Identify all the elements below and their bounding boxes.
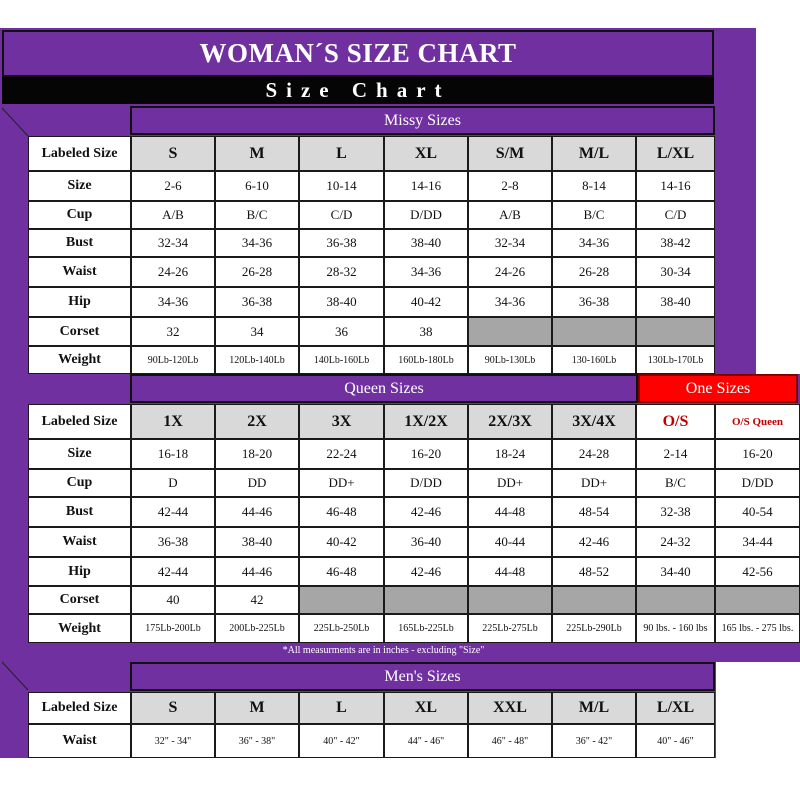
size-value-cell: 38 [384, 317, 468, 346]
size-value-cell: 32-34 [131, 229, 215, 257]
measurement-note: *All measurments are in inches - excluding "Size" [282, 644, 485, 656]
row-label: Labeled Size [28, 692, 131, 724]
size-value-cell: D/DD [384, 469, 468, 497]
size-value-cell: 38-40 [384, 229, 468, 257]
one-size-value-cell: 24-32 [636, 527, 715, 557]
size-value-cell: 2-8 [468, 171, 552, 201]
row-label: Corset [28, 317, 131, 346]
size-value-cell: 120Lb-140Lb [215, 346, 299, 374]
size-value-cell: 90Lb-120Lb [131, 346, 215, 374]
size-header-cell: 2X [215, 404, 299, 439]
row-label: Waist [28, 257, 131, 287]
size-header-cell: 3X [299, 404, 384, 439]
size-value-cell: 40-42 [384, 287, 468, 317]
size-header-cell: M [215, 692, 299, 724]
size-value-cell: 24-26 [468, 257, 552, 287]
size-value-cell: 46" - 48" [468, 724, 552, 758]
row-label: Cup [28, 469, 131, 497]
row-label: Labeled Size [28, 404, 131, 439]
size-value-cell: 18-24 [468, 439, 552, 469]
size-value-cell: 26-28 [552, 257, 636, 287]
size-value-cell: 140Lb-160Lb [299, 346, 384, 374]
size-value-cell: 36-38 [552, 287, 636, 317]
size-value-cell: 42-46 [552, 527, 636, 557]
size-value-cell: 175Lb-200Lb [131, 614, 215, 643]
one-size-value-cell: 16-20 [715, 439, 800, 469]
size-value-cell: 44-46 [215, 557, 299, 586]
size-value-cell: 46-48 [299, 557, 384, 586]
size-value-cell: 34-36 [215, 229, 299, 257]
size-value-cell: 42-46 [384, 557, 468, 586]
size-header-cell: M/L [552, 136, 636, 171]
size-value-cell: DD+ [299, 469, 384, 497]
row-label: Size [28, 439, 131, 469]
size-value-cell [299, 586, 384, 614]
size-value-cell: 225Lb-275Lb [468, 614, 552, 643]
size-value-cell: 42-44 [131, 497, 215, 527]
size-value-cell: 44-46 [215, 497, 299, 527]
row-label: Waist [28, 527, 131, 557]
size-value-cell: 34 [215, 317, 299, 346]
size-value-cell: C/D [636, 201, 715, 229]
size-value-cell: 40-42 [299, 527, 384, 557]
size-value-cell: 40-44 [468, 527, 552, 557]
size-value-cell: 24-26 [131, 257, 215, 287]
row-label: Hip [28, 557, 131, 586]
size-header-cell: 3X/4X [552, 404, 636, 439]
size-value-cell [384, 586, 468, 614]
one-size-value-cell: 32-38 [636, 497, 715, 527]
size-value-cell: 34-36 [384, 257, 468, 287]
size-value-cell: D [131, 469, 215, 497]
size-value-cell: 48-52 [552, 557, 636, 586]
one-size-value-cell: 42-56 [715, 557, 800, 586]
size-value-cell: 40 [131, 586, 215, 614]
one-size-value-cell: 34-44 [715, 527, 800, 557]
mens-sizes-header: Men's Sizes [130, 662, 715, 691]
size-header-cell: S [131, 692, 215, 724]
size-value-cell: 90Lb-130Lb [468, 346, 552, 374]
size-value-cell: 225Lb-250Lb [299, 614, 384, 643]
page-title: WOMAN´S SIZE CHART [2, 30, 714, 77]
size-value-cell: 14-16 [636, 171, 715, 201]
size-value-cell: 38-40 [636, 287, 715, 317]
size-value-cell: 44-48 [468, 557, 552, 586]
size-value-cell [636, 317, 715, 346]
size-value-cell: 48-54 [552, 497, 636, 527]
size-value-cell: 40" - 42" [299, 724, 384, 758]
row-label: Weight [28, 346, 131, 374]
row-label: Bust [28, 229, 131, 257]
size-value-cell: B/C [215, 201, 299, 229]
size-value-cell: 34-36 [131, 287, 215, 317]
one-size-header-cell: O/S [636, 404, 715, 439]
size-value-cell: 32-34 [468, 229, 552, 257]
queen-sizes-header: Queen Sizes [130, 374, 638, 403]
size-value-cell: DD+ [552, 469, 636, 497]
size-value-cell: 14-16 [384, 171, 468, 201]
size-value-cell: 36-38 [215, 287, 299, 317]
size-value-cell: 38-42 [636, 229, 715, 257]
size-value-cell: 165Lb-225Lb [384, 614, 468, 643]
row-label: Hip [28, 287, 131, 317]
size-value-cell: DD [215, 469, 299, 497]
size-value-cell: 36 [299, 317, 384, 346]
missy-sizes-header: Missy Sizes [130, 106, 715, 135]
size-value-cell [468, 317, 552, 346]
size-value-cell: 36-38 [299, 229, 384, 257]
size-value-cell: 2-6 [131, 171, 215, 201]
size-value-cell: 42 [215, 586, 299, 614]
size-value-cell: 44-48 [468, 497, 552, 527]
size-header-cell: 2X/3X [468, 404, 552, 439]
size-value-cell: 28-32 [299, 257, 384, 287]
size-value-cell: 34-36 [468, 287, 552, 317]
size-header-cell: XXL [468, 692, 552, 724]
size-value-cell: 32 [131, 317, 215, 346]
one-sizes-header: One Sizes [638, 374, 798, 403]
size-value-cell [552, 317, 636, 346]
size-value-cell: D/DD [384, 201, 468, 229]
size-value-cell [552, 586, 636, 614]
one-size-value-cell: 34-40 [636, 557, 715, 586]
size-value-cell: 42-46 [384, 497, 468, 527]
corner-decoration-men [0, 660, 130, 692]
size-header-cell: M/L [552, 692, 636, 724]
size-value-cell: C/D [299, 201, 384, 229]
size-value-cell: 6-10 [215, 171, 299, 201]
size-header-cell: XL [384, 692, 468, 724]
size-value-cell: 38-40 [215, 527, 299, 557]
size-value-cell: 36" - 38" [215, 724, 299, 758]
size-value-cell: 16-20 [384, 439, 468, 469]
one-size-value-cell: 40-54 [715, 497, 800, 527]
row-label: Bust [28, 497, 131, 527]
size-value-cell: A/B [131, 201, 215, 229]
size-value-cell: 8-14 [552, 171, 636, 201]
size-header-cell: L [299, 136, 384, 171]
size-value-cell: 34-36 [552, 229, 636, 257]
size-value-cell: 36" - 42" [552, 724, 636, 758]
size-value-cell: 36-38 [131, 527, 215, 557]
row-label: Corset [28, 586, 131, 614]
size-header-cell: M [215, 136, 299, 171]
size-header-cell: S [131, 136, 215, 171]
size-value-cell: A/B [468, 201, 552, 229]
size-value-cell: 225Lb-290Lb [552, 614, 636, 643]
size-value-cell: 26-28 [215, 257, 299, 287]
row-label: Cup [28, 201, 131, 229]
size-value-cell: 10-14 [299, 171, 384, 201]
one-size-value-cell: 90 lbs. - 160 lbs [636, 614, 715, 643]
size-value-cell: 130Lb-170Lb [636, 346, 715, 374]
one-size-value-cell: D/DD [715, 469, 800, 497]
row-label: Waist [28, 724, 131, 758]
size-value-cell: 40" - 46" [636, 724, 715, 758]
size-header-cell: L/XL [636, 692, 715, 724]
size-value-cell: 46-48 [299, 497, 384, 527]
size-value-cell [468, 586, 552, 614]
page-subtitle: Size Chart [2, 77, 714, 104]
size-value-cell: 36-40 [384, 527, 468, 557]
size-value-cell: 24-28 [552, 439, 636, 469]
corner-decoration [0, 106, 130, 138]
size-value-cell: 18-20 [215, 439, 299, 469]
one-size-value-cell: B/C [636, 469, 715, 497]
size-value-cell: 42-44 [131, 557, 215, 586]
size-header-cell: 1X/2X [384, 404, 468, 439]
one-size-value-cell: 2-14 [636, 439, 715, 469]
size-value-cell: 44" - 46" [384, 724, 468, 758]
one-size-value-cell [715, 586, 800, 614]
size-value-cell: 16-18 [131, 439, 215, 469]
size-header-cell: L [299, 692, 384, 724]
size-value-cell: 22-24 [299, 439, 384, 469]
one-size-header-cell: O/S Queen [715, 404, 800, 439]
size-value-cell: 32" - 34" [131, 724, 215, 758]
one-size-value-cell [636, 586, 715, 614]
row-label: Weight [28, 614, 131, 643]
size-header-cell: L/XL [636, 136, 715, 171]
size-header-cell: XL [384, 136, 468, 171]
size-header-cell: 1X [131, 404, 215, 439]
size-value-cell: 38-40 [299, 287, 384, 317]
one-size-value-cell: 165 lbs. - 275 lbs. [715, 614, 800, 643]
row-label: Size [28, 171, 131, 201]
size-value-cell: 160Lb-180Lb [384, 346, 468, 374]
size-value-cell: 30-34 [636, 257, 715, 287]
size-value-cell: B/C [552, 201, 636, 229]
size-value-cell: DD+ [468, 469, 552, 497]
size-value-cell: 130-160Lb [552, 346, 636, 374]
size-value-cell: 200Lb-225Lb [215, 614, 299, 643]
size-header-cell: S/M [468, 136, 552, 171]
row-label: Labeled Size [28, 136, 131, 171]
